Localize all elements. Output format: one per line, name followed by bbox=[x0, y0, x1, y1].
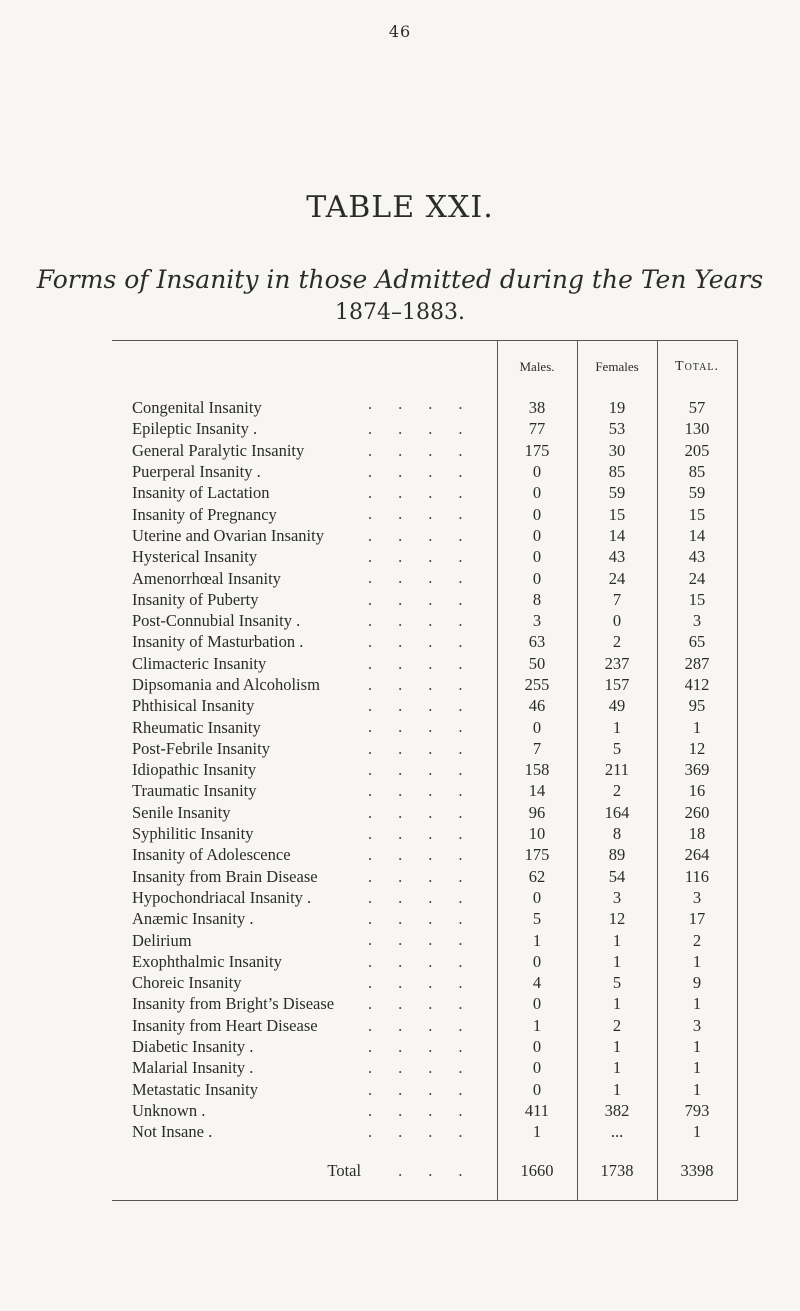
row-females: 89 bbox=[577, 844, 657, 865]
row-total: 260 bbox=[657, 802, 737, 823]
leader-dots: .... bbox=[368, 525, 489, 545]
table-row bbox=[112, 1036, 737, 1057]
row-label-cell bbox=[112, 1015, 497, 1036]
row-label: Insanity of Puberty bbox=[132, 590, 264, 609]
table-row bbox=[112, 866, 737, 887]
leader-dots: .... bbox=[368, 653, 489, 673]
row-females: 8 bbox=[577, 823, 657, 844]
row-label-cell bbox=[112, 418, 497, 439]
row-label-cell bbox=[112, 929, 497, 950]
row-label-cell bbox=[112, 780, 497, 801]
row-label: Rheumatic Insanity bbox=[132, 718, 267, 737]
row-males: 50 bbox=[497, 653, 577, 674]
row-label: Not Insane . bbox=[132, 1122, 218, 1141]
row-males: 0 bbox=[497, 1057, 577, 1078]
row-label: Idiopathic Insanity bbox=[132, 760, 262, 779]
row-females: 12 bbox=[577, 908, 657, 929]
row-females: 2 bbox=[577, 631, 657, 652]
row-females: 1 bbox=[577, 1036, 657, 1057]
table-row bbox=[112, 1015, 737, 1036]
row-males: 175 bbox=[497, 844, 577, 865]
row-label-cell bbox=[112, 716, 497, 737]
table-row bbox=[112, 393, 737, 418]
leader-dots: .... bbox=[368, 1079, 489, 1099]
row-label-cell bbox=[112, 503, 497, 524]
leader-dots: .... bbox=[368, 568, 489, 588]
row-females: 2 bbox=[577, 1015, 657, 1036]
row-label-cell bbox=[112, 674, 497, 695]
table-row bbox=[112, 631, 737, 652]
leader-dots: .... bbox=[368, 760, 489, 780]
table-row bbox=[112, 908, 737, 929]
row-label-cell bbox=[112, 866, 497, 887]
row-females: 85 bbox=[577, 461, 657, 482]
row-females: 24 bbox=[577, 567, 657, 588]
row-males: 46 bbox=[497, 695, 577, 716]
row-males: 255 bbox=[497, 674, 577, 695]
row-total: 43 bbox=[657, 546, 737, 567]
row-females: 1 bbox=[577, 929, 657, 950]
leader-dots: ... bbox=[398, 1161, 489, 1181]
table-row bbox=[112, 503, 737, 524]
row-label-cell bbox=[112, 1036, 497, 1057]
row-label: Congenital Insanity bbox=[132, 398, 268, 417]
header-males: Males. bbox=[497, 341, 577, 394]
leader-dots: .... bbox=[368, 866, 489, 886]
leader-dots: .... bbox=[368, 1100, 489, 1120]
row-males: 1 bbox=[497, 1015, 577, 1036]
row-females: 211 bbox=[577, 759, 657, 780]
leader-dots: .... bbox=[368, 717, 489, 737]
row-label: Puerperal Insanity . bbox=[132, 462, 267, 481]
row-label-cell bbox=[112, 567, 497, 588]
row-males: 158 bbox=[497, 759, 577, 780]
row-label-cell bbox=[112, 887, 497, 908]
row-label-cell bbox=[112, 631, 497, 652]
table-row bbox=[112, 461, 737, 482]
row-label: Post-Connubial Insanity . bbox=[132, 611, 306, 630]
table-row bbox=[112, 674, 737, 695]
table-row bbox=[112, 1079, 737, 1100]
row-males: 3 bbox=[497, 610, 577, 631]
leader-dots: .... bbox=[368, 930, 489, 950]
row-label: Uterine and Ovarian Insanity bbox=[132, 526, 330, 545]
row-label-cell bbox=[112, 951, 497, 972]
row-females: 0 bbox=[577, 610, 657, 631]
row-males: 175 bbox=[497, 440, 577, 461]
row-total: 3 bbox=[657, 610, 737, 631]
leader-dots: .... bbox=[368, 610, 489, 630]
leader-dots: .... bbox=[368, 589, 489, 609]
row-total: 16 bbox=[657, 780, 737, 801]
row-total: 793 bbox=[657, 1100, 737, 1121]
row-females: 14 bbox=[577, 525, 657, 546]
row-total: 59 bbox=[657, 482, 737, 503]
row-label: Phthisical Insanity bbox=[132, 696, 260, 715]
row-total: 1 bbox=[657, 716, 737, 737]
row-label-cell bbox=[112, 589, 497, 610]
row-total: 1 bbox=[657, 1057, 737, 1078]
row-total: 14 bbox=[657, 525, 737, 546]
row-females: 1 bbox=[577, 716, 657, 737]
page-number: 46 bbox=[388, 22, 412, 41]
row-males: 4 bbox=[497, 972, 577, 993]
table-row bbox=[112, 440, 737, 461]
row-males: 0 bbox=[497, 461, 577, 482]
leader-dots: .... bbox=[368, 504, 489, 524]
leader-dots: .... bbox=[368, 483, 489, 503]
table-row bbox=[112, 951, 737, 972]
table-row bbox=[112, 610, 737, 631]
table-years: 1874–1883. bbox=[335, 300, 465, 325]
row-males: 0 bbox=[497, 716, 577, 737]
row-label: Insanity of Pregnancy bbox=[132, 505, 283, 524]
row-males: 411 bbox=[497, 1100, 577, 1121]
table-row bbox=[112, 525, 737, 546]
row-label: Amenorrhœal Insanity bbox=[132, 569, 287, 588]
leader-dots: .... bbox=[368, 973, 489, 993]
row-label-cell bbox=[112, 993, 497, 1014]
row-females: 49 bbox=[577, 695, 657, 716]
row-label-cell bbox=[112, 653, 497, 674]
row-females: 5 bbox=[577, 972, 657, 993]
row-label: General Paralytic Insanity bbox=[132, 441, 310, 460]
row-label-cell bbox=[112, 546, 497, 567]
row-females: 5 bbox=[577, 738, 657, 759]
row-total: 1 bbox=[657, 993, 737, 1014]
leader-dots: .... bbox=[368, 738, 489, 758]
leader-dots: .... bbox=[368, 1058, 489, 1078]
row-total: 17 bbox=[657, 908, 737, 929]
row-total: 15 bbox=[657, 503, 737, 524]
row-label-cell bbox=[112, 525, 497, 546]
leader-dots: .... bbox=[368, 419, 489, 439]
table-subtitle: Forms of Insanity in those Admitted during the Ten Years bbox=[36, 265, 764, 294]
table-row bbox=[112, 716, 737, 737]
leader-dots: .... bbox=[368, 440, 489, 460]
row-females: 30 bbox=[577, 440, 657, 461]
row-label: Insanity of Lactation bbox=[132, 483, 275, 502]
row-total: 95 bbox=[657, 695, 737, 716]
table-row bbox=[112, 993, 737, 1014]
leader-dots: .... bbox=[368, 1015, 489, 1035]
leader-dots: .... bbox=[368, 887, 489, 907]
row-label-cell bbox=[112, 440, 497, 461]
row-label-cell bbox=[112, 844, 497, 865]
row-label: Insanity of Masturbation . bbox=[132, 632, 309, 651]
table-row bbox=[112, 972, 737, 993]
row-males: 7 bbox=[497, 738, 577, 759]
row-males: 0 bbox=[497, 951, 577, 972]
row-females: 15 bbox=[577, 503, 657, 524]
table-row bbox=[112, 1121, 737, 1142]
row-males: 38 bbox=[497, 393, 577, 418]
leader-dots: .... bbox=[368, 394, 489, 413]
row-males: 96 bbox=[497, 802, 577, 823]
row-label-cell bbox=[112, 738, 497, 759]
row-females: ... bbox=[577, 1121, 657, 1142]
row-females: 53 bbox=[577, 418, 657, 439]
row-males: 0 bbox=[497, 503, 577, 524]
row-males: 0 bbox=[497, 887, 577, 908]
header-row bbox=[112, 341, 737, 394]
row-males: 8 bbox=[497, 589, 577, 610]
row-label-cell bbox=[112, 393, 497, 418]
row-label: Post-Febrile Insanity bbox=[132, 739, 276, 758]
row-total: 116 bbox=[657, 866, 737, 887]
row-males: 0 bbox=[497, 993, 577, 1014]
row-total: 130 bbox=[657, 418, 737, 439]
row-total: 12 bbox=[657, 738, 737, 759]
row-total: 9 bbox=[657, 972, 737, 993]
row-males: 0 bbox=[497, 525, 577, 546]
row-total: 3 bbox=[657, 887, 737, 908]
row-label: Hysterical Insanity bbox=[132, 547, 263, 566]
row-label-cell bbox=[112, 1079, 497, 1100]
row-label: Metastatic Insanity bbox=[132, 1080, 264, 1099]
table-row bbox=[112, 823, 737, 844]
table-row bbox=[112, 738, 737, 759]
table-row bbox=[112, 1100, 737, 1121]
row-label: Syphilitic Insanity bbox=[132, 824, 259, 843]
row-females: 19 bbox=[577, 393, 657, 418]
row-label: Delirium bbox=[132, 931, 198, 950]
row-males: 1 bbox=[497, 1121, 577, 1142]
row-label-cell bbox=[112, 461, 497, 482]
table-title: TABLE XXI. bbox=[306, 190, 494, 225]
row-label-cell bbox=[112, 1121, 497, 1142]
row-label: Insanity from Heart Disease bbox=[132, 1016, 324, 1035]
row-total: 1 bbox=[657, 951, 737, 972]
row-label: Diabetic Insanity . bbox=[132, 1037, 259, 1056]
leader-dots: .... bbox=[368, 845, 489, 865]
row-females: 1 bbox=[577, 951, 657, 972]
totals-females: 1738 bbox=[577, 1142, 657, 1201]
row-label: Insanity of Adolescence bbox=[132, 845, 297, 864]
row-label-cell bbox=[112, 1057, 497, 1078]
table-row bbox=[112, 695, 737, 716]
totals-label: Total bbox=[327, 1161, 362, 1181]
row-total: 2 bbox=[657, 929, 737, 950]
row-females: 1 bbox=[577, 1057, 657, 1078]
row-females: 1 bbox=[577, 993, 657, 1014]
leader-dots: .... bbox=[368, 823, 489, 843]
table-row bbox=[112, 780, 737, 801]
row-label-cell bbox=[112, 908, 497, 929]
row-label: Dipsomania and Alcoholism bbox=[132, 675, 326, 694]
table-row bbox=[112, 546, 737, 567]
row-females: 237 bbox=[577, 653, 657, 674]
row-females: 157 bbox=[577, 674, 657, 695]
row-males: 10 bbox=[497, 823, 577, 844]
row-total: 3 bbox=[657, 1015, 737, 1036]
row-males: 0 bbox=[497, 567, 577, 588]
table-row bbox=[112, 929, 737, 950]
leader-dots: .... bbox=[368, 547, 489, 567]
totals-males: 1660 bbox=[497, 1142, 577, 1201]
table-row bbox=[112, 1057, 737, 1078]
row-total: 1 bbox=[657, 1079, 737, 1100]
header-total: Total. bbox=[657, 341, 737, 394]
row-females: 43 bbox=[577, 546, 657, 567]
row-males: 0 bbox=[497, 1036, 577, 1057]
row-females: 59 bbox=[577, 482, 657, 503]
row-males: 0 bbox=[497, 546, 577, 567]
leader-dots: .... bbox=[368, 674, 489, 694]
row-label-cell bbox=[112, 610, 497, 631]
table-row bbox=[112, 844, 737, 865]
row-females: 3 bbox=[577, 887, 657, 908]
row-label: Senile Insanity bbox=[132, 803, 237, 822]
row-males: 63 bbox=[497, 631, 577, 652]
row-females: 382 bbox=[577, 1100, 657, 1121]
leader-dots: .... bbox=[368, 1036, 489, 1056]
row-label-cell bbox=[112, 695, 497, 716]
row-total: 369 bbox=[657, 759, 737, 780]
row-total: 24 bbox=[657, 567, 737, 588]
totals-total: 3398 bbox=[657, 1142, 737, 1201]
row-label: Unknown . bbox=[132, 1101, 211, 1120]
leader-dots: .... bbox=[368, 781, 489, 801]
leader-dots: .... bbox=[368, 461, 489, 481]
row-total: 15 bbox=[657, 589, 737, 610]
row-label: Insanity from Bright’s Disease bbox=[132, 994, 340, 1013]
leader-dots: .... bbox=[368, 696, 489, 716]
totals-label-cell bbox=[112, 1142, 497, 1201]
row-label-cell bbox=[112, 823, 497, 844]
row-label-cell bbox=[112, 972, 497, 993]
table-row bbox=[112, 887, 737, 908]
row-label-cell bbox=[112, 759, 497, 780]
leader-dots: .... bbox=[368, 909, 489, 929]
row-label: Epileptic Insanity . bbox=[132, 419, 263, 438]
table-row bbox=[112, 653, 737, 674]
row-total: 205 bbox=[657, 440, 737, 461]
row-males: 62 bbox=[497, 866, 577, 887]
row-females: 164 bbox=[577, 802, 657, 823]
row-females: 7 bbox=[577, 589, 657, 610]
row-males: 1 bbox=[497, 929, 577, 950]
row-total: 85 bbox=[657, 461, 737, 482]
table-body bbox=[112, 393, 737, 1142]
row-total: 1 bbox=[657, 1121, 737, 1142]
leader-dots: .... bbox=[368, 632, 489, 652]
row-males: 14 bbox=[497, 780, 577, 801]
row-label-cell bbox=[112, 802, 497, 823]
row-total: 287 bbox=[657, 653, 737, 674]
row-females: 1 bbox=[577, 1079, 657, 1100]
row-total: 264 bbox=[657, 844, 737, 865]
row-total: 18 bbox=[657, 823, 737, 844]
row-label-cell bbox=[112, 482, 497, 503]
leader-dots: .... bbox=[368, 951, 489, 971]
header-females: Females bbox=[577, 341, 657, 394]
row-males: 0 bbox=[497, 1079, 577, 1100]
row-label: Anæmic Insanity . bbox=[132, 909, 259, 928]
row-females: 2 bbox=[577, 780, 657, 801]
row-males: 0 bbox=[497, 482, 577, 503]
row-total: 65 bbox=[657, 631, 737, 652]
row-label-cell bbox=[112, 1100, 497, 1121]
table-row bbox=[112, 567, 737, 588]
table-row bbox=[112, 802, 737, 823]
row-males: 77 bbox=[497, 418, 577, 439]
header-label-cell bbox=[112, 341, 497, 394]
row-label: Choreic Insanity bbox=[132, 973, 248, 992]
table-row bbox=[112, 418, 737, 439]
totals-row bbox=[112, 1142, 737, 1201]
row-label: Malarial Insanity . bbox=[132, 1058, 259, 1077]
row-total: 57 bbox=[657, 393, 737, 418]
leader-dots: .... bbox=[368, 802, 489, 822]
table-row bbox=[112, 482, 737, 503]
row-label: Traumatic Insanity bbox=[132, 781, 263, 800]
row-label: Exophthalmic Insanity bbox=[132, 952, 288, 971]
row-females: 54 bbox=[577, 866, 657, 887]
table-row bbox=[112, 589, 737, 610]
row-males: 5 bbox=[497, 908, 577, 929]
row-total: 1 bbox=[657, 1036, 737, 1057]
row-label: Hypochondriacal Insanity . bbox=[132, 888, 317, 907]
insanity-forms-table bbox=[112, 340, 738, 1201]
leader-dots: .... bbox=[368, 994, 489, 1014]
row-label: Climacteric Insanity bbox=[132, 654, 272, 673]
leader-dots: .... bbox=[368, 1122, 489, 1142]
row-label: Insanity from Brain Disease bbox=[132, 867, 324, 886]
row-total: 412 bbox=[657, 674, 737, 695]
table-row bbox=[112, 759, 737, 780]
